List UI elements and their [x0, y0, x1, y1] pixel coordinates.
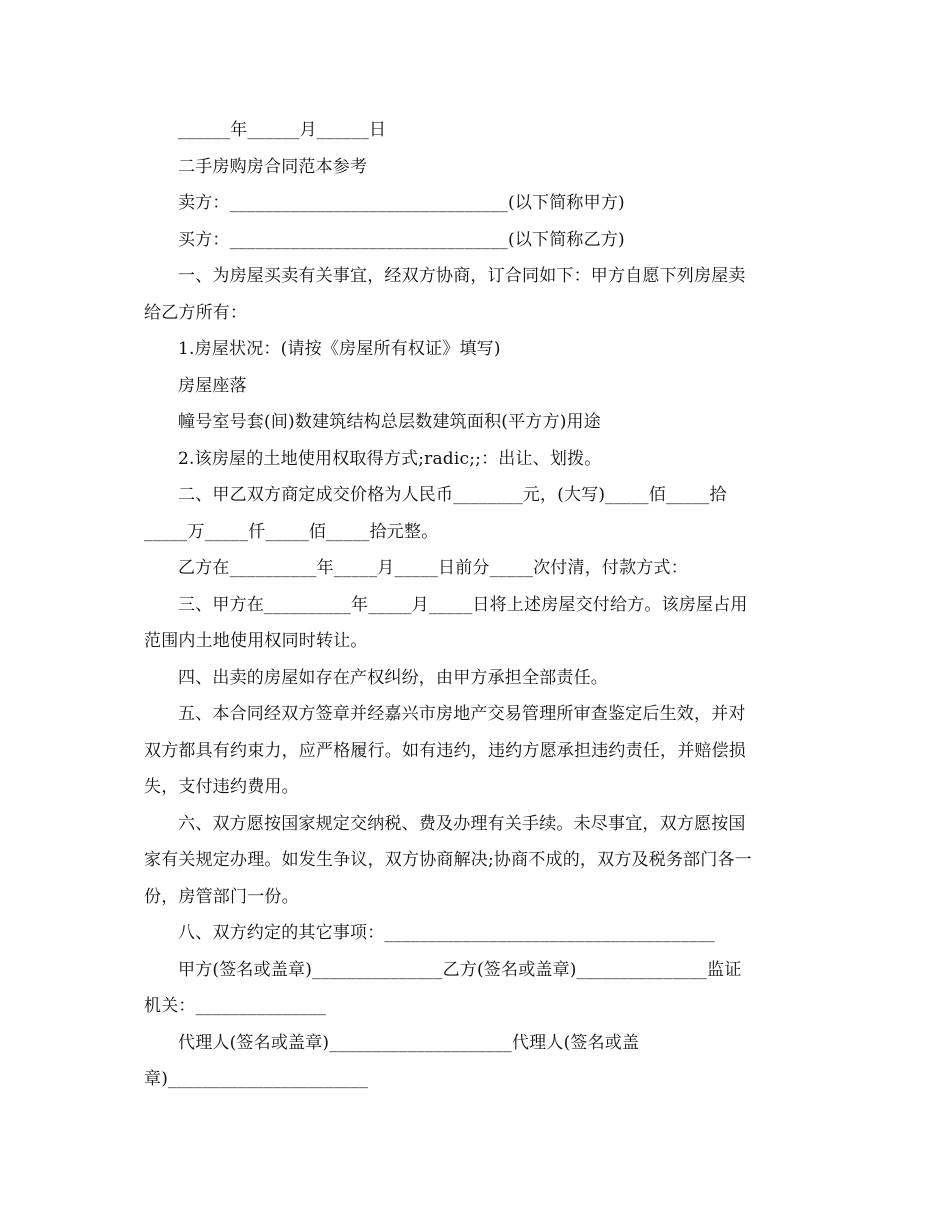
date-line: ______年______月______日	[178, 120, 387, 140]
seller-line: 卖方：________________________________(以下简称甲方)	[178, 193, 625, 213]
agent-signature-line-2: 章)_______________________	[144, 1069, 369, 1089]
clause-1-line-2: 给乙方所有：	[144, 302, 248, 323]
clause-2-line-2: _____万_____仟_____佰_____拾元整。	[144, 521, 439, 542]
signature-line-2: 机关：_______________	[144, 996, 327, 1016]
document-title: 二手房购房合同范本参考	[178, 156, 368, 177]
clause-5-line-1: 五、本合同经双方签章并经嘉兴市房地产交易管理所审查鉴定后生效，并对	[178, 704, 746, 724]
agent-signature-line-1: 代理人(签名或盖章)_____________________代理人(签名或盖	[178, 1032, 640, 1053]
payment-line: 乙方在__________年_____月_____日前分_____次付清，付款方式：	[178, 558, 688, 578]
clause-5-line-3: 失，支付违约费用。	[144, 777, 299, 797]
clause-8-line: 八、双方约定的其它事项：______________________________________	[178, 923, 715, 943]
contract-document	[144, 112, 809, 1098]
clause-5-line-2: 双方都具有约束力，应严格履行。如有违约，违约方愿承担违约责任，并赔偿损	[144, 740, 746, 761]
clause-6-line-3: 份，房管部门一份。	[144, 886, 299, 907]
clause-3-line-2: 范围内土地使用权同时转让。	[144, 631, 368, 651]
house-location-line: 房屋座落	[178, 375, 247, 396]
house-details-line: 幢号室号套(间)数建筑结构总层数建筑面积(平方方)用途	[178, 412, 601, 432]
signature-line-1: 甲方(签名或盖章)_______________乙方(签名或盖章)_______________监证	[178, 959, 742, 980]
buyer-line: 买方：________________________________(以下简称乙方)	[178, 229, 625, 250]
clause-6-line-1: 六、双方愿按国家规定交纳税、费及办理有关手续。未尽事宜，双方愿按国	[178, 813, 746, 834]
clause-2-line-1: 二、甲乙双方商定成交价格为人民币________元，(大写)_____佰_____拾	[178, 485, 727, 505]
clause-1-line-1: 一、为房屋买卖有关事宜，经双方协商，订合同如下：甲方自愿下列房屋卖	[178, 266, 746, 286]
clause-4-line: 四、出卖的房屋如存在产权纠纷，由甲方承担全部责任。	[178, 667, 608, 688]
clause-6-line-2: 家有关规定办理。如发生争议，双方协商解决;协商不成的，双方及税务部门各一	[144, 850, 752, 870]
clause-3-line-1: 三、甲方在__________年_____月_____日将上述房屋交付给方。该房屋占用	[178, 594, 748, 615]
land-use-line: 2.该房屋的土地使用权取得方式;radic;;：出让、划拨。	[178, 448, 602, 469]
house-status-line: 1.房屋状况：(请按《房屋所有权证》填写)	[178, 339, 501, 359]
